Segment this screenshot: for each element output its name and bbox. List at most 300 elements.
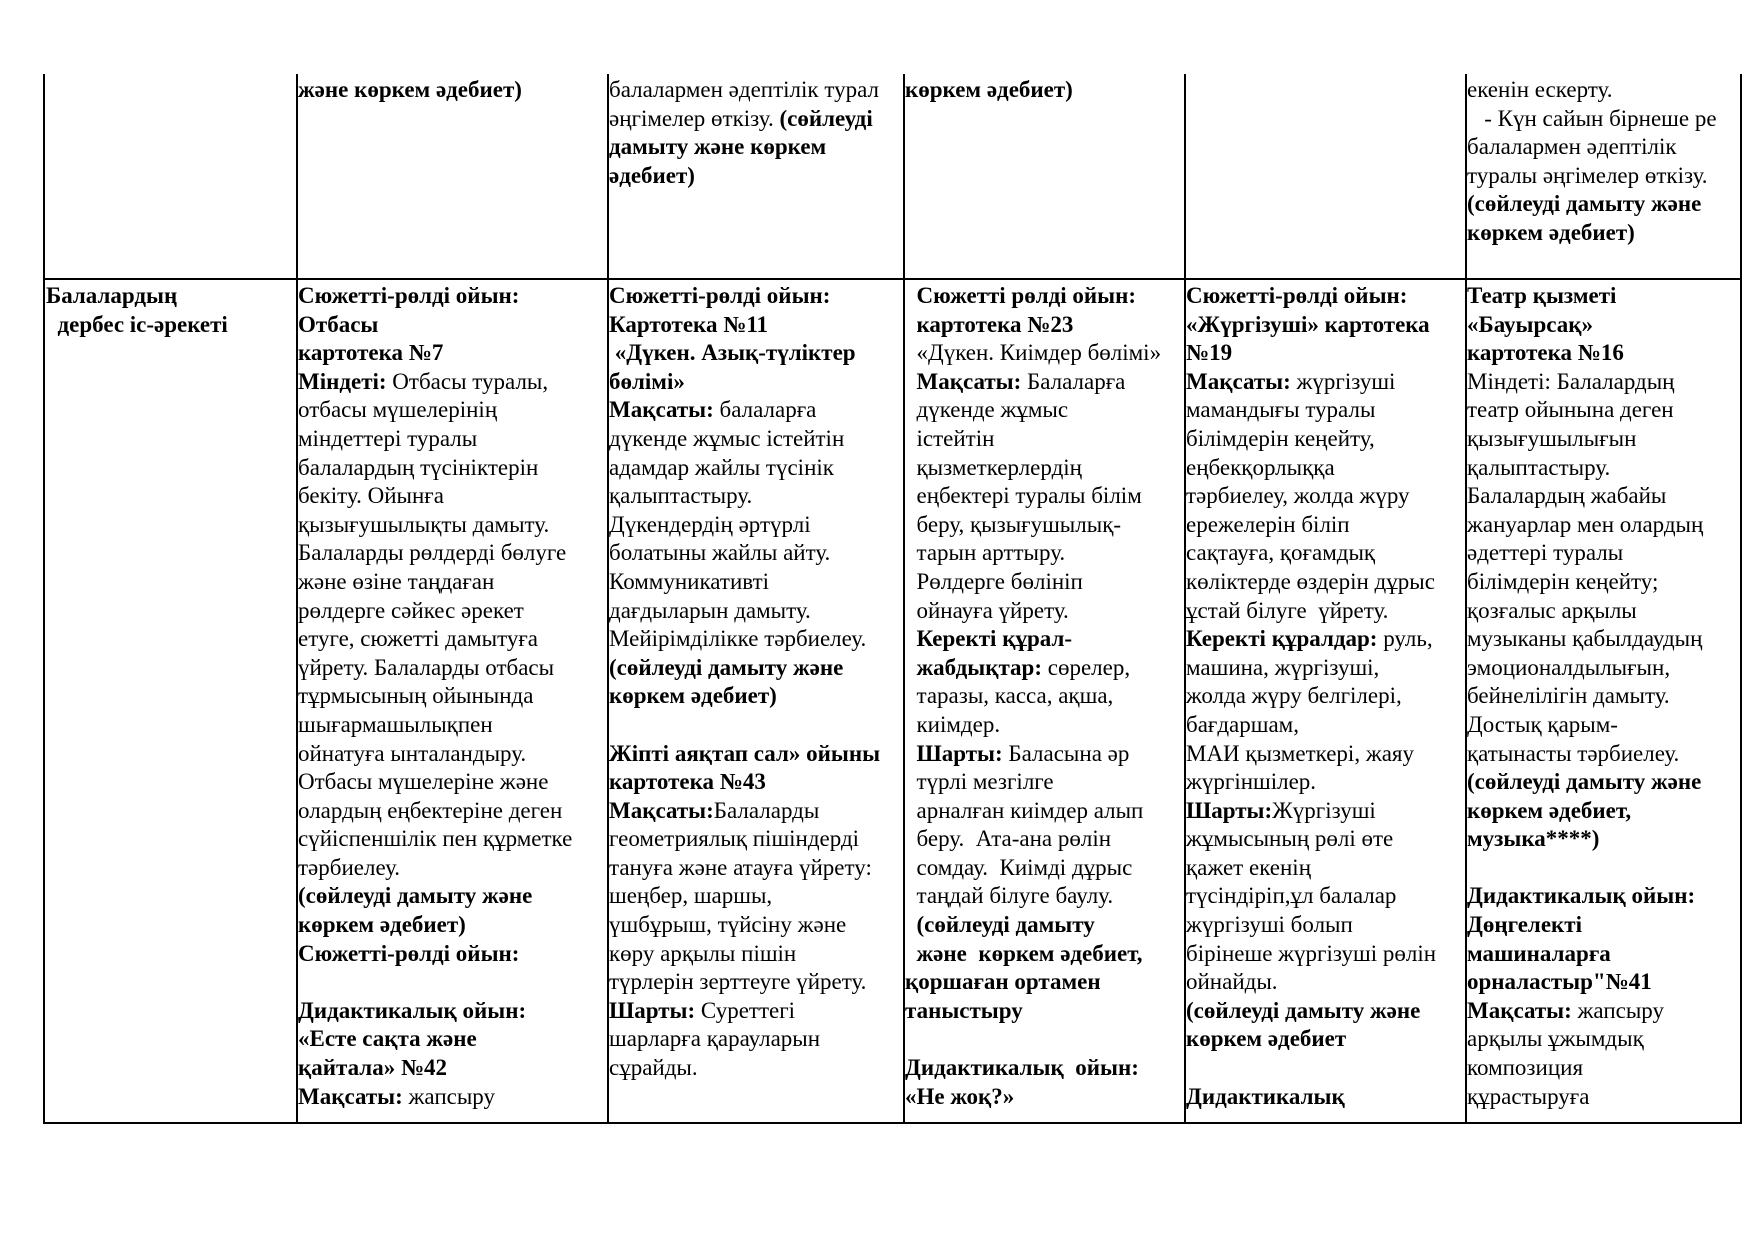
cell-line — [609, 911, 901, 940]
cell-line — [905, 768, 1182, 797]
bold-text: орналастыр"№41 — [1467, 969, 1652, 995]
text: ойнатуға ынталандыру. — [298, 740, 527, 766]
cell-line — [1186, 568, 1463, 597]
cell-line — [1467, 368, 1739, 397]
text: көру арқылы пішін — [609, 940, 797, 966]
table-cell — [298, 282, 605, 1120]
text: Суреттегі — [700, 997, 796, 1023]
text: және өзіне таңдаған — [298, 568, 495, 594]
bold-text: (сөйлеуді — [779, 105, 873, 131]
cell-line — [905, 854, 1182, 883]
cell-line — [609, 940, 901, 969]
cell-line — [1186, 711, 1463, 740]
cell-line — [1186, 282, 1463, 311]
text: эмоционалдылығын, — [1467, 654, 1671, 680]
bold-text: әдебиет) — [609, 162, 695, 188]
cell-line — [609, 1054, 901, 1083]
table-cell — [1186, 282, 1463, 1120]
cell-line — [298, 396, 605, 425]
text: жұмысының рөлі өте — [1186, 826, 1394, 852]
text: сомдау. Киімді дұрыс — [905, 854, 1133, 880]
row-divider — [43, 278, 1742, 280]
text: әдеттері туралы — [1467, 540, 1624, 566]
text: балаларға — [719, 397, 817, 423]
cell-line — [1467, 339, 1739, 368]
cell-line — [1467, 454, 1739, 483]
text: ұстай білуге үйрету. — [1186, 597, 1389, 623]
cell-line — [609, 339, 901, 368]
bold-text: Сюжетті рөлді ойын: — [905, 283, 1137, 308]
bold-text: (сөйлеуді дамыту және — [298, 883, 533, 909]
cell-line — [298, 711, 605, 740]
text: Достық қарым- — [1467, 711, 1618, 737]
text: тәрбиелеу, жолда жүру — [1186, 483, 1410, 509]
cell-line — [298, 368, 605, 397]
bold-text: Балалардың — [46, 283, 178, 308]
cell-line — [609, 854, 901, 883]
bold-text: және көркем әдебиет, — [905, 940, 1143, 966]
table-cell — [1186, 76, 1463, 276]
text: қызметкерлердің — [905, 454, 1082, 480]
text: сөрелер, — [1047, 654, 1131, 680]
cell-line — [298, 282, 605, 311]
text: арналған киімдер алып — [905, 797, 1144, 823]
bold-text: көркем әдебиет, — [1467, 797, 1632, 823]
text: балалармен әдептілік — [1467, 134, 1677, 160]
cell-line — [1186, 911, 1463, 940]
text: туралы әңгімелер өткізу. — [1467, 162, 1708, 188]
cell-line — [609, 768, 901, 797]
cell-line — [905, 368, 1182, 397]
text: адамдар жайлы түсінік — [609, 454, 834, 480]
cell-line — [609, 282, 901, 311]
cell-line — [905, 511, 1182, 540]
text: дүкенде жұмыс істейтін — [609, 425, 845, 451]
cell-line — [609, 997, 901, 1026]
bold-text: музыка****) — [1467, 826, 1600, 852]
text: шеңбер, шаршы, — [609, 883, 773, 909]
cell-line — [298, 454, 605, 483]
bold-text: таныстыру — [905, 997, 1023, 1023]
cell-line — [1467, 911, 1739, 940]
cell-line — [609, 511, 901, 540]
cell-line — [1186, 940, 1463, 969]
cell-line — [1467, 597, 1739, 626]
cell-line — [905, 339, 1182, 368]
cell-line — [905, 76, 1182, 105]
text: жапсыру — [408, 1083, 495, 1109]
cell-line — [1467, 482, 1739, 511]
cell-line — [1467, 1025, 1739, 1054]
cell-line — [1186, 797, 1463, 826]
text: олардың еңбектеріне деген — [298, 797, 563, 823]
bold-text: қайтала» №42 — [298, 1055, 448, 1081]
cell-line — [298, 76, 605, 105]
table-border-left — [43, 74, 45, 1124]
text: Рөлдерге бөлініп — [905, 568, 1083, 594]
text: Жүргізуші — [1272, 797, 1376, 823]
cell-line — [609, 968, 901, 997]
cell-line — [905, 1025, 1182, 1054]
cell-line — [1467, 162, 1739, 191]
text: тәрбиелеу. — [298, 854, 401, 880]
cell-line — [1186, 454, 1463, 483]
cell-line — [298, 882, 605, 911]
bold-text: Мақсаты: — [905, 368, 1028, 394]
text: етуге, сюжетті дамытуға — [298, 626, 538, 652]
text: беру, қызығушылық- — [905, 511, 1122, 537]
text: істейтін — [905, 425, 995, 451]
bold-text: (сөйлеуді дамыту және — [1467, 769, 1702, 795]
bold-text: (сөйлеуді дамыту және — [609, 654, 844, 680]
text: музыканы қабылдаудың — [1467, 626, 1703, 652]
cell-line — [1467, 711, 1739, 740]
cell-line — [1186, 654, 1463, 683]
cell-line — [1467, 539, 1739, 568]
cell-line — [1186, 1054, 1463, 1083]
bold-text: Сюжетті-рөлді ойын: — [298, 940, 520, 966]
cell-line — [905, 454, 1182, 483]
cell-line — [1186, 768, 1463, 797]
bold-text: картотека №43 — [609, 769, 766, 795]
text: қажет екенің — [1186, 854, 1312, 880]
cell-line — [298, 1083, 605, 1112]
cell-line — [1467, 190, 1739, 219]
bold-text: Шарты: — [905, 740, 1009, 766]
cell-line — [1186, 825, 1463, 854]
cell-line — [1467, 511, 1739, 540]
cell-line — [1467, 219, 1739, 248]
bold-text: Сюжетті-рөлді ойын: — [1186, 283, 1408, 308]
bold-text: дербес іс-әрекеті — [46, 311, 228, 337]
cell-line — [298, 482, 605, 511]
cell-line — [609, 105, 901, 134]
cell-line — [298, 1025, 605, 1054]
cell-line — [905, 654, 1182, 683]
text: жолда жүру белгілері, — [1186, 683, 1402, 709]
text: білімдерін кеңейту; — [1467, 568, 1659, 594]
cell-line — [1467, 396, 1739, 425]
bold-text: «Есте сақта және — [298, 1026, 477, 1052]
cell-line — [1467, 654, 1739, 683]
text: сүйіспеншілік пен құрметке — [298, 826, 573, 852]
cell-line — [905, 940, 1182, 969]
cell-line — [298, 854, 605, 883]
bold-text: қоршаған ортамен — [905, 969, 1101, 995]
bold-text: «Не жоқ?» — [905, 1083, 1015, 1109]
bold-text: Жіпті аяқтап сал» ойыны — [609, 740, 881, 766]
cell-line — [1467, 1054, 1739, 1083]
text: геометриялық пішіндерді — [609, 826, 860, 852]
text: Балалардың жабайы — [1467, 483, 1667, 509]
bold-text: Мақсаты: — [609, 397, 720, 423]
bold-text: картотека №16 — [1467, 340, 1624, 366]
text: бекіту. Ойынға — [298, 483, 444, 509]
cell-line — [609, 425, 901, 454]
bold-text: Отбасы — [298, 311, 379, 337]
text: арқылы ұжымдық — [1467, 1026, 1644, 1052]
cell-line — [1467, 625, 1739, 654]
text: қозғалыс арқылы — [1467, 597, 1637, 623]
bold-text: Шарты: — [609, 997, 701, 1023]
cell-line — [1467, 854, 1739, 883]
text: болатыны жайлы айту. — [609, 540, 831, 566]
cell-line — [1467, 133, 1739, 162]
text: міндеттері туралы — [298, 425, 478, 451]
table-cell — [905, 282, 1182, 1120]
cell-line — [1186, 1025, 1463, 1054]
text: ойнайды. — [1186, 969, 1278, 995]
cell-line — [609, 682, 901, 711]
cell-line — [609, 625, 901, 654]
bold-text: және көркем әдебиет) — [298, 77, 522, 102]
cell-line — [1186, 968, 1463, 997]
bold-text: Міндеті: — [298, 368, 393, 394]
cell-line — [609, 711, 901, 740]
cell-line — [46, 282, 294, 311]
bold-text: Мақсаты: — [298, 1083, 409, 1109]
bold-text: Сюжетті-рөлді ойын: — [609, 283, 831, 308]
cell-line — [905, 825, 1182, 854]
text: қалыптастыру. — [609, 483, 753, 509]
bold-text: көркем әдебиет — [1186, 1026, 1347, 1052]
text: көліктерде өздерін дұрыс — [1186, 568, 1435, 594]
table-cell — [46, 76, 294, 276]
bold-text: Дидактикалық ойын: — [905, 1055, 1139, 1081]
text: мамандығы туралы — [1186, 397, 1376, 423]
cell-line — [298, 825, 605, 854]
cell-line — [609, 454, 901, 483]
text: руль, — [1383, 626, 1433, 652]
table-cell — [1467, 282, 1739, 1120]
text: үйрету. Балаларды отбасы — [298, 654, 555, 680]
cell-line — [1467, 105, 1739, 134]
text: жүргіншілер. — [1186, 769, 1317, 795]
cell-line — [1467, 997, 1739, 1026]
cell-line — [298, 654, 605, 683]
cell-line — [1467, 882, 1739, 911]
bold-text: Театр қызметі — [1467, 283, 1617, 308]
cell-line — [1467, 1083, 1739, 1112]
cell-line — [1467, 940, 1739, 969]
cell-line — [609, 654, 901, 683]
cell-line — [905, 311, 1182, 340]
cell-line — [298, 625, 605, 654]
cell-line — [609, 133, 901, 162]
bold-text: (сөйлеуді дамыту және — [1186, 997, 1421, 1023]
text: сұрайды. — [609, 1055, 698, 1081]
cell-line — [905, 597, 1182, 626]
bold-text: «Бауырсақ» — [1467, 311, 1594, 337]
bold-text: картотека №23 — [905, 311, 1074, 337]
text: балалармен әдептілік турал — [609, 77, 879, 102]
cell-line — [905, 1083, 1182, 1112]
text: Міндеті: Балалардың — [1467, 368, 1675, 394]
bold-text: Картотека №11 — [609, 311, 769, 337]
cell-line — [1186, 682, 1463, 711]
table-border-bottom — [43, 1122, 1742, 1124]
bold-text: «Жүргізуші» картотека — [1186, 311, 1430, 337]
bold-text: Дидактикалық ойын: — [1467, 883, 1696, 909]
cell-line — [298, 539, 605, 568]
cell-line — [905, 625, 1182, 654]
text: үшбұрыш, түйсіну және — [609, 912, 847, 938]
cell-line — [1186, 425, 1463, 454]
text: екенін ескерту. — [1467, 77, 1613, 102]
bold-text: көркем әдебиет) — [905, 77, 1073, 102]
cell-line — [46, 311, 294, 340]
text: дүкенде жұмыс — [905, 397, 1069, 423]
table-cell — [905, 76, 1182, 276]
cell-line — [1186, 597, 1463, 626]
bold-text: көркем әдебиет) — [1467, 219, 1635, 245]
cell-line — [298, 511, 605, 540]
bold-text: жабдықтар: — [905, 654, 1048, 680]
cell-line — [1467, 768, 1739, 797]
bold-text: Сюжетті-рөлді ойын: — [298, 283, 520, 308]
cell-line — [298, 740, 605, 769]
cell-line — [905, 282, 1182, 311]
text: ойнауға үйрету. — [905, 597, 1069, 623]
cell-line — [1186, 396, 1463, 425]
table-border-right — [1740, 74, 1742, 1124]
text: киімдер. — [905, 711, 1001, 737]
bold-text: №19 — [1186, 340, 1233, 366]
cell-line — [1186, 740, 1463, 769]
cell-line — [1186, 882, 1463, 911]
text: Коммуникативті — [609, 568, 770, 594]
bold-text: (сөйлеуді дамыту — [905, 912, 1095, 938]
table-cell — [609, 282, 901, 1120]
text: жүргізуші болып — [1186, 912, 1353, 938]
bold-text: (сөйлеуді дамыту және — [1467, 191, 1702, 217]
cell-line — [609, 568, 901, 597]
cell-line — [1467, 425, 1739, 454]
cell-line — [609, 368, 901, 397]
cell-line — [609, 597, 901, 626]
cell-line — [298, 797, 605, 826]
cell-line — [298, 568, 605, 597]
text: еңбекқорлыққа — [1186, 454, 1335, 480]
cell-line — [1467, 282, 1739, 311]
text: машина, жүргізуші, — [1186, 654, 1380, 680]
bold-text: дамыту және көркем — [609, 134, 827, 160]
cell-line — [609, 162, 901, 191]
cell-line — [298, 311, 605, 340]
text: білімдерін кеңейту, — [1186, 425, 1375, 451]
cell-line — [609, 396, 901, 425]
text: құрастыруға — [1467, 1083, 1590, 1109]
cell-line — [905, 911, 1182, 940]
text: түрлерін зерттеуге үйрету. — [609, 969, 867, 995]
cell-line — [1186, 511, 1463, 540]
text: тұрмысының ойынында — [298, 683, 534, 709]
text: Баласына әр — [1008, 740, 1130, 766]
text: еңбектері туралы білім — [905, 483, 1142, 509]
cell-line — [905, 482, 1182, 511]
text: Мейірімділікке тәрбиелеу. — [609, 626, 867, 652]
cell-line — [1467, 968, 1739, 997]
cell-line — [609, 882, 901, 911]
text: тануға және атауға үйрету: — [609, 854, 872, 880]
bold-text: Дөңгелекті — [1467, 912, 1582, 938]
cell-line — [609, 825, 901, 854]
text: отбасы мүшелерінің — [298, 397, 498, 423]
cell-line — [298, 997, 605, 1026]
text: беру. Ата-ана рөлін — [905, 826, 1112, 852]
text: жапсыру — [1577, 997, 1664, 1023]
cell-line — [1467, 825, 1739, 854]
cell-line — [298, 940, 605, 969]
cell-line — [609, 539, 901, 568]
cell-line — [905, 568, 1182, 597]
bold-text: машиналарға — [1467, 940, 1611, 966]
text: қызығушылығын — [1467, 425, 1637, 451]
cell-line — [905, 997, 1182, 1026]
cell-line — [905, 396, 1182, 425]
cell-line — [905, 740, 1182, 769]
cell-line — [1467, 682, 1739, 711]
cell-line — [609, 311, 901, 340]
text: «Дүкен. Киімдер бөлімі» — [905, 340, 1162, 366]
text: Балаларға — [1027, 368, 1126, 394]
text: бейнелілігін дамыту. — [1467, 683, 1670, 709]
cell-line — [298, 968, 605, 997]
cell-line — [298, 425, 605, 454]
text: шарларға қарауларын — [609, 1026, 821, 1052]
cell-line — [1467, 76, 1739, 105]
text: қызығушылықты дамыту. — [298, 511, 550, 537]
text: жануарлар мен олардың — [1467, 511, 1704, 537]
bold-text: Мақсаты: — [1186, 368, 1297, 394]
cell-line — [1186, 368, 1463, 397]
cell-line — [905, 539, 1182, 568]
bold-text: Мақсаты: — [1467, 997, 1578, 1023]
cell-line — [609, 482, 901, 511]
cell-line — [1186, 539, 1463, 568]
text: балалардың түсініктерін — [298, 454, 539, 480]
text: Дүкендердің әртүрлі — [609, 511, 811, 537]
cell-line — [609, 76, 901, 105]
text: таразы, касса, ақша, — [905, 683, 1114, 709]
bold-text: Шарты: — [1186, 797, 1273, 823]
text: түсіндіріп,ұл балалар — [1186, 883, 1397, 909]
cell-line — [298, 1054, 605, 1083]
text: қалыптастыру. — [1467, 454, 1611, 480]
cell-line — [609, 1025, 901, 1054]
bold-text: Керекті құралдар: — [1186, 626, 1384, 652]
cell-line — [1186, 311, 1463, 340]
cell-line — [298, 682, 605, 711]
cell-line — [1467, 311, 1739, 340]
text: - Күн сайын бірнеше ре — [1467, 105, 1717, 131]
bold-text: көркем әдебиет) — [298, 912, 466, 938]
cell-line — [905, 711, 1182, 740]
cell-line — [1467, 797, 1739, 826]
text: сақтауға, қоғамдық — [1186, 540, 1376, 566]
text: қатынасты тәрбиелеу. — [1467, 740, 1680, 766]
cell-line — [609, 797, 901, 826]
text: бірінеше жүргізуші рөлін — [1186, 940, 1437, 966]
cell-line — [905, 425, 1182, 454]
text: ережелерін біліп — [1186, 511, 1350, 537]
cell-line — [609, 740, 901, 769]
text: МАИ қызметкері, жаяу — [1186, 740, 1415, 766]
bold-text: Керекті құрал- — [905, 626, 1073, 652]
table-cell — [1467, 76, 1739, 276]
cell-line — [905, 882, 1182, 911]
cell-line — [905, 797, 1182, 826]
